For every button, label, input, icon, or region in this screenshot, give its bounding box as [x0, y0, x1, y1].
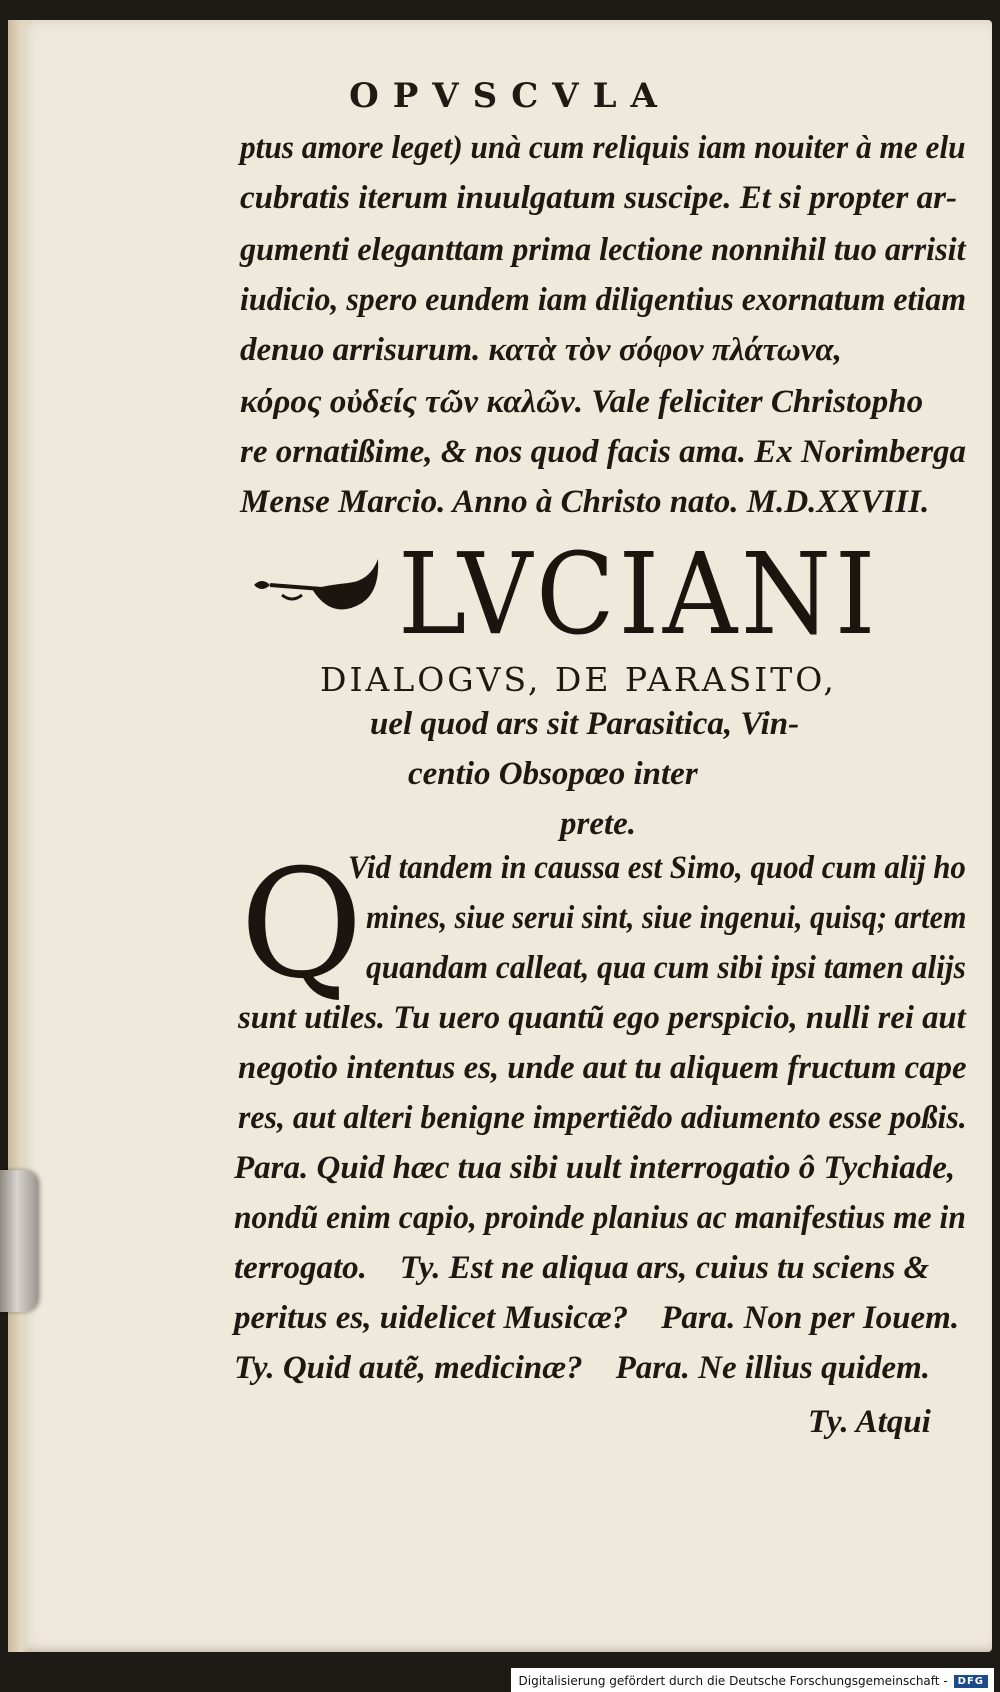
letter-line: Mense Marcio. Anno à Christo nato. M.D.XXVIII.: [240, 484, 930, 520]
dialogue-line: negotio intentus es, unde aut tu aliquem fructum cape: [238, 1050, 967, 1086]
dialogue-line: peritus es, uidelicet Musicæ? Para. Non per Iouem.: [234, 1300, 960, 1336]
subtitle-line: prete.: [560, 806, 637, 842]
letter-line: re ornatißime, & nos quod facis ama. Ex Norimberga: [240, 434, 967, 470]
dfg-logo: DFG: [954, 1675, 988, 1688]
work-title: LVCIANI: [398, 530, 880, 660]
dialogue-line: Para. Quid hæc tua sibi uult interrogatio ô Tychiade,: [234, 1150, 956, 1186]
subtitle-line: uel quod ars sit Parasitica, Vin-: [370, 706, 800, 742]
letter-line: denuo arrisurum. κατὰ τὸν σόφον πλάτωνα,: [240, 332, 842, 368]
running-head: OPVSCVLA: [349, 76, 671, 116]
letter-line: gumenti eleganttam prima lectione nonnihil tuo arrisit: [240, 232, 966, 268]
catchword: Ty. Atqui: [808, 1404, 931, 1440]
work-subtitle: DIALOGVS, DE PARASITO,: [320, 660, 837, 699]
letter-line: κόρος οὐδείς τῶν καλῶν. Vale feliciter Christopho: [240, 384, 924, 420]
dialogue-line: nondũ enim capio, proinde planius ac manifestius me in: [234, 1200, 966, 1236]
dialogue-line: terrogato. Ty. Est ne aliqua ars, cuius tu sciens &: [234, 1250, 930, 1286]
subtitle-line: centio Obsopœo inter: [408, 756, 698, 792]
letter-line: cubratis iterum inuulgatum suscipe. Et si propter ar-: [240, 180, 957, 216]
dialogue-line: sunt utiles. Tu uero quantũ ego perspicio, nulli rei aut: [238, 1000, 966, 1036]
dialogue-line: mines, siue serui sint, siue ingenui, quisq; artem: [366, 900, 967, 936]
digitization-footer: [511, 1668, 995, 1692]
drop-cap: Q: [240, 838, 363, 1012]
dialogue-line: quandam calleat, qua cum sibi ipsi tamen alijs: [366, 950, 966, 986]
page-gutter: [8, 20, 30, 1652]
dialogue-line: Vid tandem in caussa est Simo, quod cum alij ho: [348, 850, 966, 886]
dialogue-line: res, aut alteri benigne impertiẽdo adiumento esse poßis.: [238, 1100, 967, 1136]
dialogue-line: Ty. Quid autẽ, medicinæ? Para. Ne illius quidem.: [234, 1350, 931, 1386]
letter-line: ptus amore leget) unà cum reliquis iam nouiter à me elu: [240, 130, 966, 166]
fleuron-ornament-icon: [252, 555, 382, 625]
letter-line: iudicio, spero eundem iam diligentius exornatum etiam: [240, 282, 967, 318]
page-clip: [0, 1170, 38, 1312]
footer-text: Digitalisierung gefördert durch die Deutsche Forschungsgemeinschaft -: [518, 1674, 948, 1688]
